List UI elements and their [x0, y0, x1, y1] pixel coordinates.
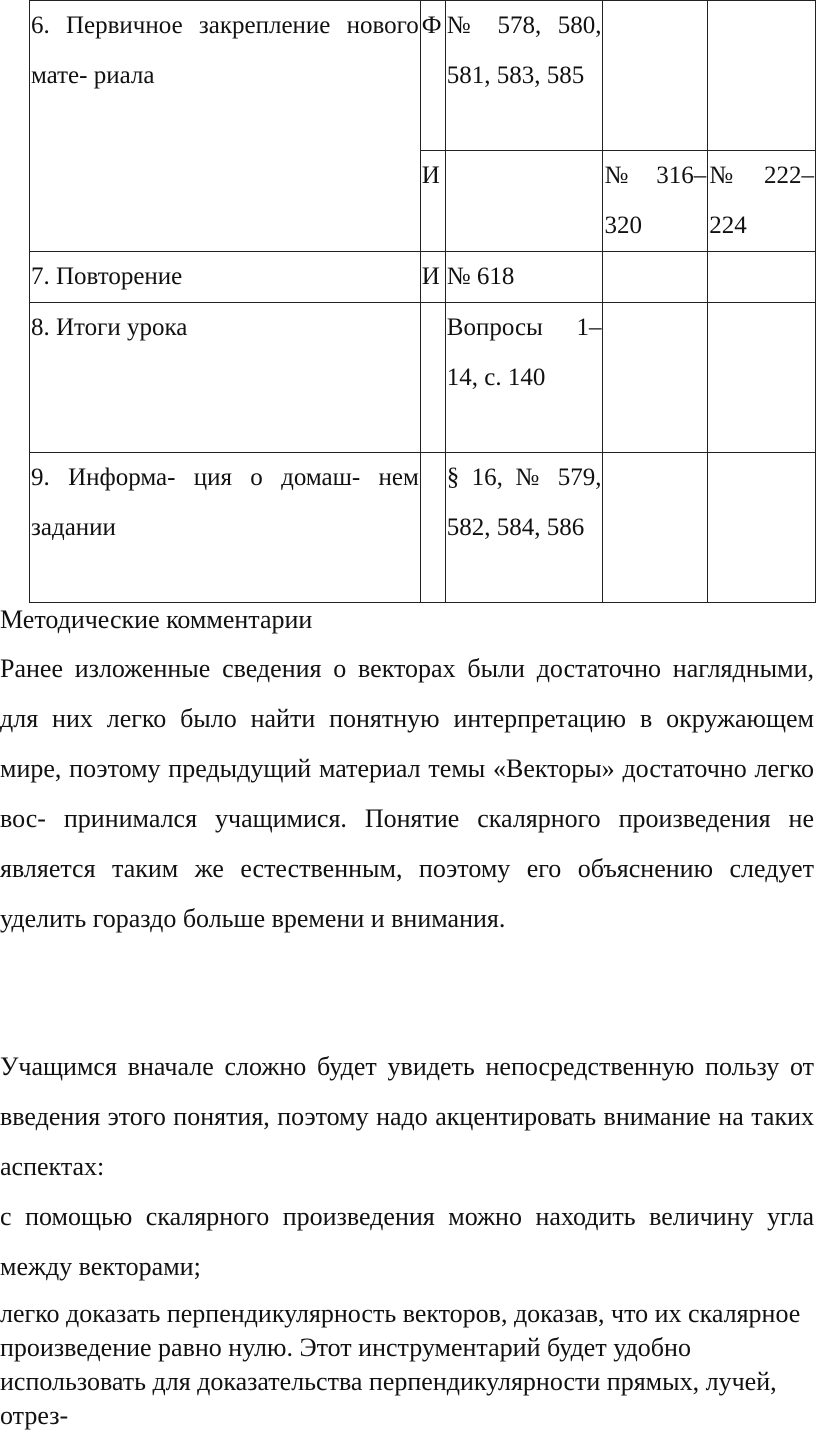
stage-cell — [30, 1, 421, 252]
stage-cell: 9. Информа- ция о домаш- нем задании — [30, 453, 421, 603]
workbook-cell — [603, 252, 708, 303]
form-cell: Ф — [420, 1, 445, 151]
lesson-plan-table — [29, 0, 816, 603]
stage-cell: 8. Итоги урока — [30, 303, 421, 453]
textbook-cell: № 618 — [445, 252, 603, 303]
textbook-cell: № 578, 580, 581, 583, 585 — [445, 1, 603, 151]
section-heading: Методические комментарии — [0, 605, 313, 634]
form-cell: И — [420, 151, 445, 252]
workbook-cell: № 316–320 — [603, 151, 708, 252]
extra-cell — [708, 453, 816, 603]
extra-cell — [708, 303, 816, 453]
form-cell — [420, 453, 445, 603]
workbook-cell — [603, 303, 708, 453]
table-row — [30, 252, 816, 303]
extra-cell — [708, 252, 816, 303]
paragraph: Учащимся вначале сложно будет увидеть непосредственную пользу от введения этого понятия, поэтому надо акцентировать внимание на таких аспектах: — [0, 1052, 814, 1181]
form-cell — [420, 303, 445, 453]
stage-label: 6. Первичное закрепление нового мате- риала — [31, 12, 419, 89]
table-row — [30, 303, 816, 453]
table-row — [30, 453, 816, 603]
extra-cell: № 222–224 — [708, 151, 816, 252]
list-item: с помощью скалярного произведения можно находить величину угла между векторами; — [0, 1202, 814, 1281]
paragraph: Ранее изложенные сведения о векторах были достаточно наглядными, для них легко было найти понятную интерпретацию в окружающем мире, поэтому предыдущий материал темы «Векторы» достаточно легко вос- принимался учащимися. Понятие скалярного произведения не является таким же естественным, поэтому его объяснению следует уделить гораздо больше времени и внимания. — [0, 654, 814, 933]
extra-cell — [708, 1, 816, 151]
list-item: легко доказать перпендикулярность векторов, доказав, что их скалярное произведение равно нулю. Этот инструментарий будет удобно использовать для доказательства перпендикулярности прямых, лучей, отрез- — [0, 1299, 801, 1430]
textbook-cell — [445, 151, 603, 252]
form-cell: И — [420, 252, 445, 303]
workbook-cell — [603, 1, 708, 151]
textbook-cell: § 16, № 579, 582, 584, 586 — [445, 453, 603, 603]
workbook-cell — [603, 453, 708, 603]
stage-cell: 7. Повторение — [30, 252, 421, 303]
textbook-cell: Вопросы 1–14, с. 140 — [445, 303, 603, 453]
table-row — [30, 1, 816, 151]
